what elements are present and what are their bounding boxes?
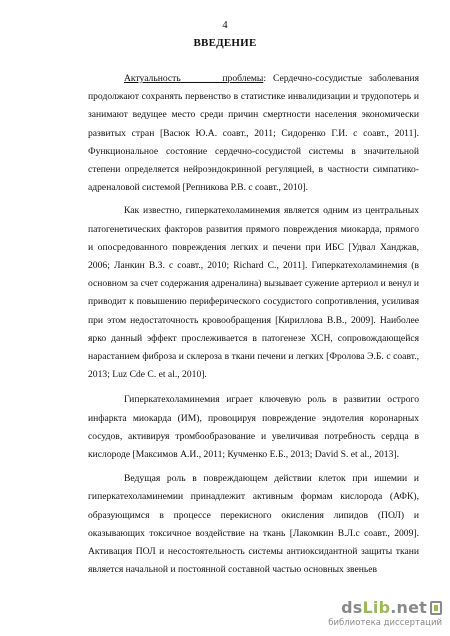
paragraph-infarction: Гиперкатехоламинемия играет ключевую роль в развитии острого инфаркта миокарда (ИМ), провоцируя повреждение эндотелия коронарных сосудов, активируя тромбообразование и увеличивая потребность сердца в кислороде [Максимов А.И., 2011; Кучменко Е.Б., 2013; David S. et al., 2013]. [88, 394, 419, 461]
dslib-subtitle: библиотека диссертаций [328, 618, 442, 628]
section-heading: ВВЕДЕНИЕ [193, 37, 257, 49]
paragraph-oxidation: Ведущая роль в повреждающем действии клеток при ишемии и гиперкатехоламинемии принадлежит активным формам кислорода (АФК), образующимся в процессе перекисного окисления липидов (ПОЛ) и оказывающих токсичное воздействие на ткань [Лакомкин В.Л.с соавт., 2009]. Активация ПОЛ и несостоятельность системы антиоксидантной защиты ткани является начальной и постоянной составной частью основных звеньев [88, 473, 419, 576]
page-number: 4 [222, 20, 228, 31]
paragraph-catecholamines: Как известно, гиперкатехоламинемия является одним из центральных патогенетических факторов развития прямого повреждения миокарда, прямого и опосредованного повреждения легких и печени при ИБС [Удвал Ханджав, 2006; Ланкин В.З. с соавт., 2010; Richard C., 2011]. Гиперкатехоламинемия (в основном за счет содержания адреналина) вызывает сужение артериол и венул и приводит к повышению периферического сосудистого сопротивления, усиливая при этом недостаточность кровообращения [Кириллова В.В., 2009]. Наиболее ярко данный эффект прослеживается в патогенезе ХСН, сопровождающейся нарастанием фиброза и склероза в ткани печени и легких [Фролова Э.Б. с соавт., 2013; Luz Cde C. et al., 2010]. [88, 205, 419, 381]
relevance-label-b: проблемы [222, 73, 264, 84]
paragraph-relevance [88, 70, 419, 197]
relevance-label-a: Актуальность [124, 73, 181, 84]
body-text [88, 70, 419, 579]
dslib-watermark [302, 598, 442, 628]
relevance-text: : Сердечно-сосудистые заболевания продолжают сохранять первенство в статистике инвалидизации и трудопотерь и занимают ведущее место среди причин смертности населения экономически развитых стран [Васюк Ю.А. соавт., 2011; Сидоренко Г.И. с соавт., 2011]. Функциональное состояние сердечно-сосудистой системы в значительной степени определяется нейроэндокринной регуляцией, в частности симпатико-адреналовой системой [Репникова Р.В. с соавт., 2010]. [88, 73, 419, 194]
book-icon [430, 601, 442, 615]
dslib-logo: dsLib.net [341, 598, 427, 617]
